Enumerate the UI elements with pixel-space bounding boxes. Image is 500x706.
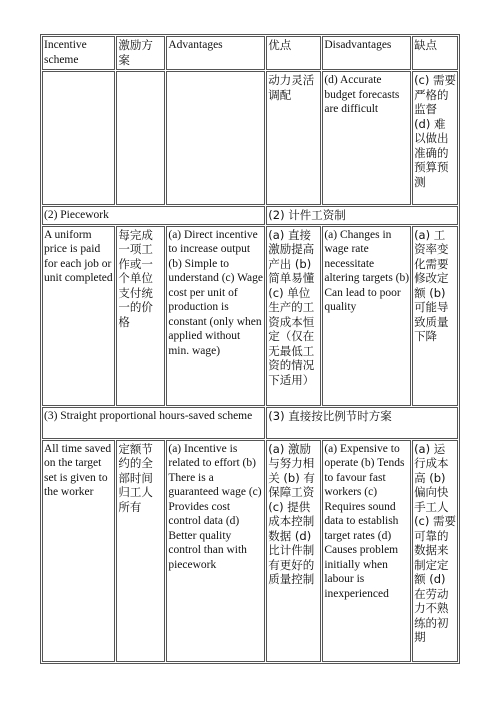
carryover-advantages-cn: 动力灵活调配 bbox=[266, 71, 321, 205]
section-title-row bbox=[42, 407, 458, 439]
header-advantages-cn: 优点 bbox=[266, 36, 321, 70]
table-header-row bbox=[42, 36, 458, 70]
hours-saved-scheme-cn: 定额节约的全部时间归工人所有 bbox=[116, 440, 165, 662]
hours-saved-title: (3) Straight proportional hours-saved scheme bbox=[42, 407, 265, 439]
cell-empty bbox=[166, 71, 265, 205]
cell-empty bbox=[116, 71, 165, 205]
piecework-disadvantages: (a) Changes in wage rate necessitate altering targets (b) Can lead to poor quality bbox=[322, 226, 411, 406]
hours-saved-advantages: (a) Incentive is related to effort (b) There is a guaranteed wage (c) Provides cost control data (d) Better quality control than with piecework bbox=[166, 440, 265, 662]
header-advantages: Advantages bbox=[166, 36, 265, 70]
incentive-scheme-table bbox=[40, 34, 460, 664]
cell-empty bbox=[42, 71, 115, 205]
section-title-row bbox=[42, 206, 458, 225]
piecework-scheme-cn: 每完成一项工作或一个单位支付统一的价格 bbox=[116, 226, 165, 406]
piecework-advantages: (a) Direct incentive to increase output (b) Simple to understand (c) Wage cost per unit of production is constant (only when applied without min. wage) bbox=[166, 226, 265, 406]
hours-saved-disadvantages-cn: (a) 运行成本高 (b) 偏向快手工人 (c) 需要可靠的数据来制定定额 (d) 在劳动力不熟练的初期 bbox=[412, 440, 458, 662]
header-incentive-scheme: Incentive scheme bbox=[42, 36, 115, 70]
document-page bbox=[40, 34, 460, 664]
hours-saved-advantages-cn: (a) 激励与努力相关 (b) 有保障工资 (c) 提供成本控制数据 (d) 比计件制有更好的质量控制 bbox=[266, 440, 321, 662]
carryover-disadvantages-cn: (c) 需要严格的监督 (d) 难以做出准确的预算预测 bbox=[412, 71, 458, 205]
table-row-piecework bbox=[42, 226, 458, 406]
table-row-carryover bbox=[42, 71, 458, 205]
piecework-advantages-cn: (a) 直接激励提高产出 (b) 简单易懂 (c) 单位生产的工资成本恒定（仅在无最低工资的情况下适用） bbox=[266, 226, 321, 406]
header-disadvantages: Disadvantages bbox=[322, 36, 411, 70]
hours-saved-title-cn: (3) 直接按比例节时方案 bbox=[266, 407, 458, 439]
hours-saved-scheme: All time saved on the target set is given to the worker bbox=[42, 440, 115, 662]
header-disadvantages-cn: 缺点 bbox=[412, 36, 458, 70]
piecework-disadvantages-cn: (a) 工资率变化需要修改定额 (b) 可能导致质量下降 bbox=[412, 226, 458, 406]
hours-saved-disadvantages: (a) Expensive to operate (b) Tends to favour fast workers (c) Requires sound data to establish target rates (d) Causes problem initially when labour is inexperienced bbox=[322, 440, 411, 662]
header-incentive-scheme-cn: 激励方案 bbox=[116, 36, 165, 70]
table-row-hours-saved bbox=[42, 440, 458, 662]
piecework-title-cn: (2) 计件工资制 bbox=[266, 206, 458, 225]
piecework-title: (2) Piecework bbox=[42, 206, 265, 225]
carryover-disadvantages: (d) Accurate budget forecasts are difficult bbox=[322, 71, 411, 205]
piecework-scheme: A uniform price is paid for each job or unit completed bbox=[42, 226, 115, 406]
